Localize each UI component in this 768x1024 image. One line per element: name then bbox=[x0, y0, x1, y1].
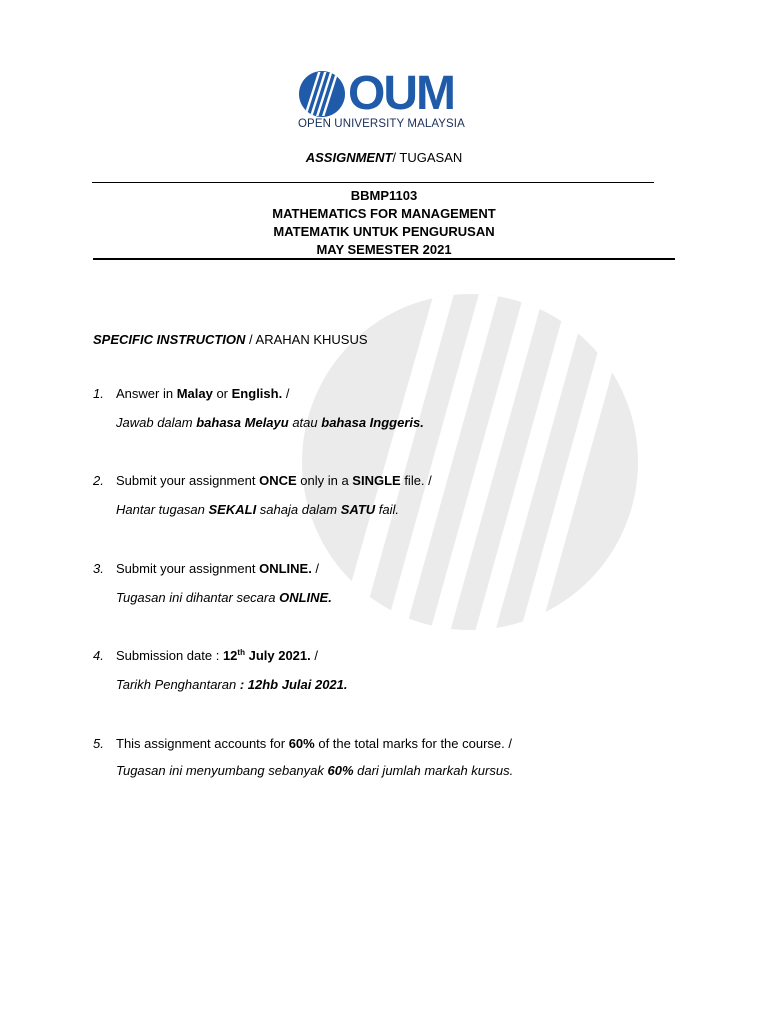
emphasis: bahasa Inggeris. bbox=[321, 415, 424, 430]
text: Tugasan ini dihantar secara bbox=[116, 590, 280, 605]
instruction-en bbox=[116, 736, 512, 751]
emphasis: SATU bbox=[340, 502, 376, 517]
text: Jawab dalam bbox=[116, 415, 197, 430]
oum-logo bbox=[298, 67, 473, 136]
instruction-ms bbox=[116, 502, 399, 517]
text: / bbox=[311, 561, 320, 576]
logo-subtitle: OPEN UNIVERSITY MALAYSIA bbox=[298, 118, 465, 130]
emphasis: July 2021. bbox=[244, 648, 311, 663]
instruction-en bbox=[116, 473, 432, 488]
instruction-ms bbox=[116, 763, 513, 778]
text: Submit your assignment bbox=[116, 561, 260, 576]
instruction-en bbox=[116, 648, 318, 663]
divider-thick bbox=[93, 258, 675, 260]
section-title-sep: / bbox=[245, 332, 256, 347]
text: or bbox=[212, 386, 232, 401]
instruction-ms bbox=[116, 677, 348, 692]
emphasis: SINGLE bbox=[352, 473, 401, 488]
assignment-title-sep: / bbox=[392, 150, 400, 165]
text: This assignment accounts for bbox=[116, 736, 289, 751]
text: Tugasan ini menyumbang sebanyak bbox=[116, 763, 328, 778]
item-number: 1. bbox=[93, 386, 104, 401]
emphasis: 12 bbox=[222, 648, 238, 663]
instruction-en bbox=[116, 561, 319, 576]
course-code: BBMP1103 bbox=[350, 188, 418, 203]
emphasis: bahasa Melayu bbox=[196, 415, 289, 430]
item-number: 3. bbox=[93, 561, 104, 576]
section-title bbox=[93, 332, 368, 347]
text: Hantar tugasan bbox=[116, 502, 209, 517]
text: only in a bbox=[296, 473, 353, 488]
course-header bbox=[0, 187, 768, 259]
course-title-en: MATHEMATICS FOR MANAGEMENT bbox=[272, 206, 496, 221]
text: fail. bbox=[375, 502, 400, 517]
logo-wordmark: OUM bbox=[348, 67, 454, 120]
emphasis: ONLINE. bbox=[279, 590, 332, 605]
item-number: 2. bbox=[93, 473, 104, 488]
section-title-en: SPECIFIC INSTRUCTION bbox=[93, 332, 246, 347]
ordinal-suffix: th bbox=[237, 648, 245, 657]
emphasis: English. bbox=[231, 386, 283, 401]
emphasis: 60% bbox=[288, 736, 315, 751]
text: Submission date : bbox=[116, 648, 223, 663]
instruction-ms bbox=[116, 415, 424, 430]
assignment-title bbox=[0, 150, 768, 165]
text: sahaja dalam bbox=[256, 502, 341, 517]
emphasis: ONCE bbox=[259, 473, 297, 488]
text: Answer in bbox=[116, 386, 177, 401]
emphasis: Malay bbox=[176, 386, 213, 401]
text: / bbox=[310, 648, 318, 663]
instruction-ms bbox=[116, 590, 332, 605]
emphasis: : 12hb Julai 2021. bbox=[239, 677, 348, 692]
emphasis: 60% bbox=[327, 763, 354, 778]
instruction-en bbox=[116, 386, 289, 401]
text: Submit your assignment bbox=[116, 473, 260, 488]
text: / bbox=[282, 386, 290, 401]
assignment-title-ms: TUGASAN bbox=[399, 150, 463, 165]
oum-emblem-icon bbox=[298, 70, 346, 118]
assignment-title-en: ASSIGNMENT bbox=[305, 150, 393, 165]
section-title-ms: ARAHAN KHUSUS bbox=[255, 332, 368, 347]
item-number: 5. bbox=[93, 736, 104, 751]
divider-thin bbox=[92, 182, 654, 183]
semester: MAY SEMESTER 2021 bbox=[316, 242, 452, 257]
text: Tarikh Penghantaran bbox=[116, 677, 240, 692]
emphasis: SEKALI bbox=[208, 502, 257, 517]
course-title-ms: MATEMATIK UNTUK PENGURUSAN bbox=[273, 224, 495, 239]
text: of the total marks for the course. / bbox=[314, 736, 512, 751]
text: file. / bbox=[400, 473, 432, 488]
text: atau bbox=[288, 415, 322, 430]
text: dari jumlah markah kursus. bbox=[353, 763, 514, 778]
item-number: 4. bbox=[93, 648, 104, 663]
emphasis: ONLINE. bbox=[259, 561, 312, 576]
